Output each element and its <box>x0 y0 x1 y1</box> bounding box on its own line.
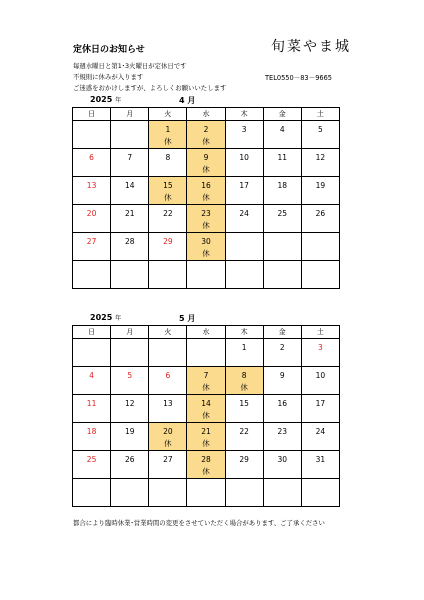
day-number: 12 <box>315 153 326 162</box>
day-cell <box>149 479 187 507</box>
weekday-header: 火 <box>149 108 187 121</box>
weekday-header: 土 <box>301 108 339 121</box>
day-number: 15 <box>163 181 173 190</box>
shop-name: 旬菜やま城 <box>271 39 351 55</box>
day-cell <box>73 395 111 423</box>
day-number: 14 <box>124 181 135 190</box>
day-number: 26 <box>124 455 135 464</box>
holiday-day-cell <box>187 423 225 451</box>
day-cell <box>73 451 111 479</box>
holiday-label: 休 <box>202 467 210 476</box>
day-cell <box>73 121 111 149</box>
day-cell <box>187 261 225 289</box>
day-number: 3 <box>318 343 323 352</box>
day-cell <box>225 395 263 423</box>
day-number: 16 <box>201 181 211 190</box>
year-value: 2025 <box>90 95 113 104</box>
day-number: 5 <box>127 371 133 380</box>
day-cell <box>301 423 339 451</box>
day-number: 10 <box>239 153 249 162</box>
day-cell <box>73 339 111 367</box>
weekday-header: 木 <box>225 326 263 339</box>
day-cell <box>73 233 111 261</box>
day-cell <box>263 205 301 233</box>
day-cell <box>225 233 263 261</box>
day-cell <box>263 451 301 479</box>
notice-line-3: ご迷惑をおかけしますが、よろしくお願いいたします <box>73 84 227 92</box>
day-cell <box>149 233 187 261</box>
holiday-label: 休 <box>240 383 248 392</box>
day-cell <box>73 479 111 507</box>
day-cell <box>73 149 111 177</box>
day-cell <box>263 395 301 423</box>
day-number: 9 <box>279 371 285 380</box>
day-cell <box>111 205 149 233</box>
weekday-header: 金 <box>263 108 301 121</box>
day-cell <box>301 177 339 205</box>
day-number: 6 <box>89 153 94 162</box>
month-label-april <box>179 95 195 106</box>
day-cell <box>263 177 301 205</box>
day-cell <box>263 367 301 395</box>
day-number: 13 <box>163 399 173 408</box>
holiday-label: 休 <box>164 439 172 448</box>
footer-note: 都合により臨時休業･営業時間の変更をさせていただく場合があります、ご了承ください <box>73 519 325 527</box>
holiday-day-cell <box>187 205 225 233</box>
day-number: 1 <box>241 343 247 352</box>
weekday-header: 火 <box>149 326 187 339</box>
day-number: 7 <box>127 153 133 162</box>
holiday-label: 休 <box>202 165 210 174</box>
month-suffix: 月 <box>187 314 196 323</box>
holiday-label: 休 <box>202 137 210 146</box>
notice-line-2: 不規則に休みが入ります <box>73 73 144 81</box>
holiday-label: 休 <box>164 193 172 202</box>
week-row <box>73 367 340 395</box>
day-cell <box>73 367 111 395</box>
day-cell <box>111 177 149 205</box>
day-number: 4 <box>89 371 94 380</box>
day-number: 27 <box>163 455 173 464</box>
day-cell <box>225 121 263 149</box>
year-suffix: 年 <box>115 97 122 104</box>
day-number: 19 <box>315 181 326 190</box>
day-cell <box>225 479 263 507</box>
day-cell <box>301 479 339 507</box>
day-cell <box>73 177 111 205</box>
day-cell <box>111 233 149 261</box>
day-number: 22 <box>163 209 173 218</box>
day-number: 30 <box>277 455 288 464</box>
day-number: 29 <box>239 455 249 464</box>
day-number: 23 <box>201 209 211 218</box>
day-cell <box>111 367 149 395</box>
year-label-may <box>90 313 121 322</box>
weekday-header: 土 <box>301 326 339 339</box>
day-cell <box>301 149 339 177</box>
weekday-header-row <box>73 326 340 339</box>
month-suffix: 月 <box>187 96 196 105</box>
day-number: 15 <box>239 399 249 408</box>
day-cell <box>301 451 339 479</box>
holiday-day-cell <box>149 121 187 149</box>
day-number: 23 <box>277 427 288 436</box>
week-row <box>73 149 340 177</box>
calendar-april <box>72 107 340 289</box>
week-row <box>73 479 340 507</box>
holiday-label: 休 <box>202 249 210 258</box>
holiday-label: 休 <box>202 193 210 202</box>
week-row <box>73 177 340 205</box>
day-cell <box>225 423 263 451</box>
weekday-header: 日 <box>73 326 111 339</box>
week-row <box>73 395 340 423</box>
day-cell <box>187 339 225 367</box>
holiday-label: 休 <box>202 221 210 230</box>
day-number: 18 <box>86 427 97 436</box>
day-number: 29 <box>163 237 173 246</box>
holiday-day-cell <box>149 177 187 205</box>
day-number: 31 <box>315 455 326 464</box>
day-cell <box>111 479 149 507</box>
day-cell <box>149 261 187 289</box>
year-label-april <box>90 95 121 104</box>
holiday-label: 休 <box>202 411 210 420</box>
day-number: 26 <box>315 209 326 218</box>
weekday-header: 日 <box>73 108 111 121</box>
day-cell <box>149 367 187 395</box>
month-value: 4 <box>179 96 185 105</box>
day-cell <box>225 451 263 479</box>
day-cell <box>149 339 187 367</box>
day-number: 17 <box>239 181 249 190</box>
year-value: 2025 <box>90 313 113 322</box>
day-number: 19 <box>124 427 135 436</box>
day-cell <box>149 205 187 233</box>
week-row <box>73 233 340 261</box>
day-cell <box>111 423 149 451</box>
day-number: 20 <box>86 209 97 218</box>
week-row <box>73 205 340 233</box>
holiday-day-cell <box>187 149 225 177</box>
day-number: 8 <box>165 153 171 162</box>
holiday-label: 休 <box>202 439 210 448</box>
day-cell <box>149 451 187 479</box>
day-number: 10 <box>315 371 326 380</box>
day-cell <box>225 149 263 177</box>
day-number: 28 <box>124 237 135 246</box>
holiday-day-cell <box>225 367 263 395</box>
month-value: 5 <box>179 314 185 323</box>
day-number: 16 <box>277 399 288 408</box>
day-cell <box>263 479 301 507</box>
weekday-header: 金 <box>263 326 301 339</box>
day-number: 17 <box>315 399 326 408</box>
day-number: 8 <box>241 371 247 380</box>
day-cell <box>111 261 149 289</box>
holiday-day-cell <box>187 395 225 423</box>
day-cell <box>111 395 149 423</box>
day-number: 13 <box>86 181 97 190</box>
day-number: 3 <box>241 125 247 134</box>
day-cell <box>111 121 149 149</box>
day-cell <box>263 233 301 261</box>
day-cell <box>149 395 187 423</box>
day-number: 2 <box>279 343 285 352</box>
holiday-day-cell <box>187 121 225 149</box>
day-number: 24 <box>239 209 249 218</box>
day-number: 21 <box>124 209 135 218</box>
day-cell <box>149 149 187 177</box>
day-cell <box>263 261 301 289</box>
weekday-header: 木 <box>225 108 263 121</box>
day-cell <box>301 261 339 289</box>
week-row <box>73 451 340 479</box>
year-suffix: 年 <box>115 315 122 322</box>
day-cell <box>225 177 263 205</box>
day-cell <box>301 121 339 149</box>
day-number: 24 <box>315 427 326 436</box>
day-cell <box>225 339 263 367</box>
day-number: 4 <box>279 125 285 134</box>
day-number: 11 <box>277 153 288 162</box>
day-number: 2 <box>203 125 209 134</box>
day-number: 14 <box>201 399 211 408</box>
day-cell <box>111 339 149 367</box>
week-row <box>73 261 340 289</box>
day-cell <box>111 451 149 479</box>
day-cell <box>263 339 301 367</box>
day-number: 20 <box>163 427 173 436</box>
day-number: 11 <box>86 399 97 408</box>
day-cell <box>301 205 339 233</box>
week-row <box>73 423 340 451</box>
day-number: 18 <box>277 181 288 190</box>
calendar-may <box>72 325 340 507</box>
day-number: 22 <box>239 427 249 436</box>
day-cell <box>111 149 149 177</box>
day-cell <box>263 121 301 149</box>
day-number: 25 <box>277 209 288 218</box>
holiday-day-cell <box>187 177 225 205</box>
notice-line-1: 毎週水曜日と第1･3火曜日が定休日です <box>73 62 187 70</box>
holiday-label: 休 <box>164 137 172 146</box>
week-row <box>73 339 340 367</box>
day-number: 28 <box>201 455 211 464</box>
day-number: 30 <box>201 237 211 246</box>
day-number: 12 <box>124 399 135 408</box>
month-label-may <box>179 313 195 324</box>
day-cell <box>301 233 339 261</box>
holiday-day-cell <box>187 367 225 395</box>
day-cell <box>73 261 111 289</box>
holiday-label: 休 <box>202 383 210 392</box>
day-cell <box>225 261 263 289</box>
day-cell <box>263 149 301 177</box>
day-number: 5 <box>318 125 323 134</box>
day-number: 25 <box>86 455 97 464</box>
holiday-day-cell <box>149 423 187 451</box>
notice-title: 定休日のお知らせ <box>73 45 145 55</box>
weekday-header: 月 <box>111 326 149 339</box>
day-cell <box>73 205 111 233</box>
holiday-day-cell <box>187 233 225 261</box>
day-cell <box>73 423 111 451</box>
day-number: 6 <box>165 371 171 380</box>
day-cell <box>225 205 263 233</box>
day-cell <box>301 395 339 423</box>
phone-number: TEL0550－83－9665 <box>265 74 333 82</box>
weekday-header-row <box>73 108 340 121</box>
day-cell <box>301 339 339 367</box>
holiday-day-cell <box>187 451 225 479</box>
day-number: 9 <box>203 153 209 162</box>
day-number: 27 <box>86 237 97 246</box>
weekday-header: 月 <box>111 108 149 121</box>
week-row <box>73 121 340 149</box>
weekday-header: 水 <box>187 326 225 339</box>
day-cell <box>301 367 339 395</box>
day-number: 1 <box>165 125 171 134</box>
day-number: 21 <box>201 427 211 436</box>
day-cell <box>263 423 301 451</box>
weekday-header: 水 <box>187 108 225 121</box>
day-number: 7 <box>203 371 209 380</box>
day-cell <box>187 479 225 507</box>
